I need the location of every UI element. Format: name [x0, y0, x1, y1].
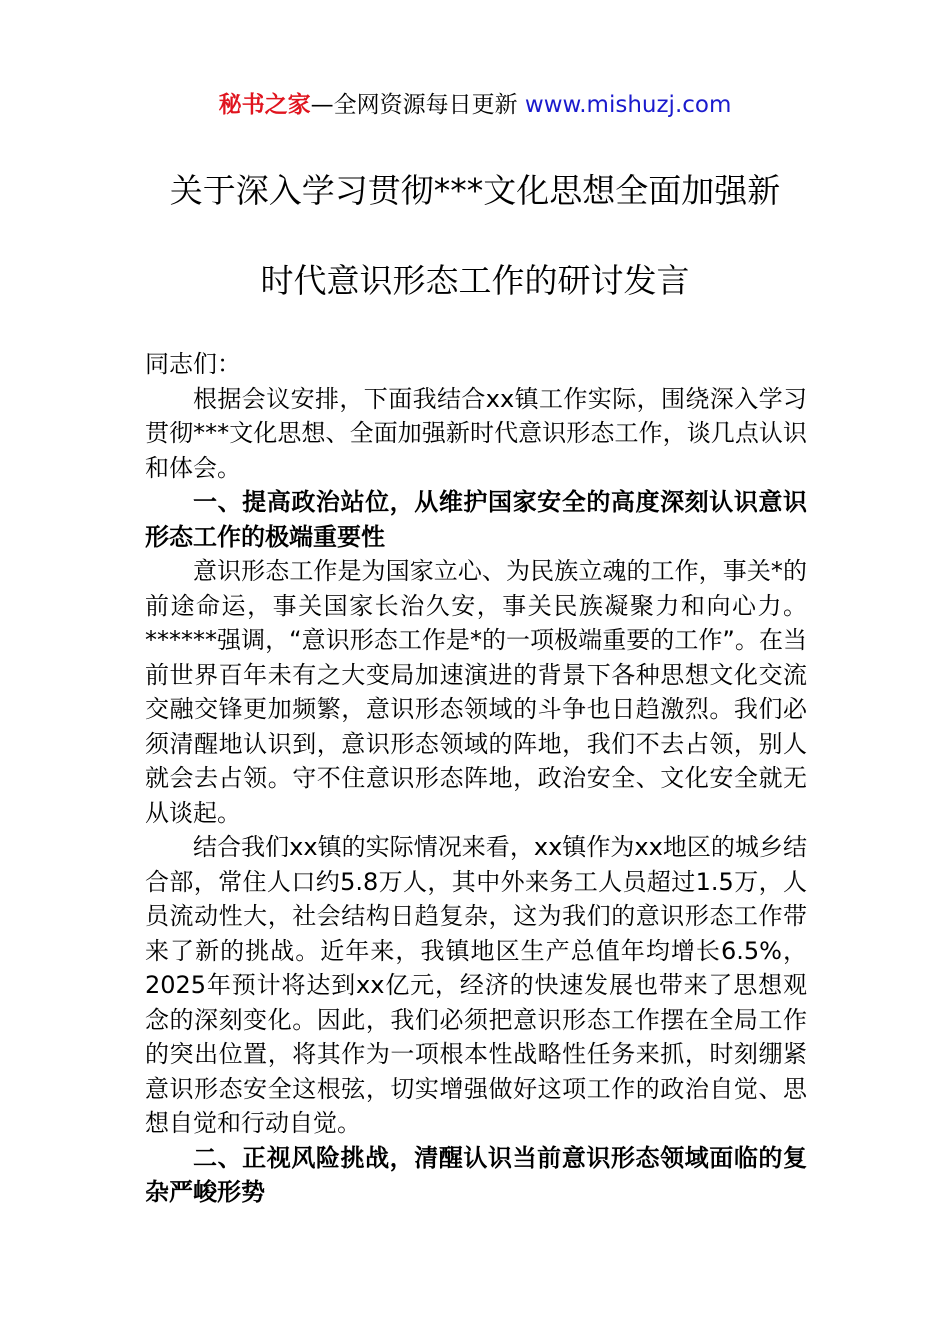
- intro-paragraph: 根据会议安排，下面我结合xx镇工作实际，围绕深入学习贯彻***文化思想、全面加强新时代意识形态工作，谈几点认识和体会。: [145, 384, 807, 482]
- site-header: [0, 88, 950, 122]
- document-title: [110, 166, 840, 306]
- site-name: 秘书之家: [218, 92, 311, 118]
- section-heading-2: 二、正视风险挑战，清醒认识当前意识形态领域面临的复杂严峻形势: [145, 1143, 807, 1206]
- title-line-1: 关于深入学习贯彻***文化思想全面加强新: [169, 171, 781, 210]
- section-heading-1: 一、提高政治站位，从维护国家安全的高度深刻认识意识形态工作的极端重要性: [145, 488, 807, 551]
- salutation: 同志们：: [145, 350, 241, 378]
- site-tagline: —全网资源每日更新: [310, 92, 518, 118]
- body-paragraph: 意识形态工作是为国家立心、为民族立魂的工作，事关*的前途命运，事关国家长治久安，事关民族凝聚力和向心力。******强调，“意识形态工作是*的一项极端重要的工作”。在当前世界百年未有之大变局加速演进的背景下各种思想文化交流交融交锋更加频繁，意识形态领域的斗争也日趋激烈。我们必须清醒地认识到，意识形态领域的阵地，我们不去占领，别人就会去占领。守不住意识形态阵地，政治安全、文化安全就无从谈起。: [145, 557, 807, 827]
- site-url-link[interactable]: www.mishuzj.com: [524, 92, 732, 118]
- title-line-2: 时代意识形态工作的研讨发言: [260, 261, 690, 300]
- body-paragraph: 结合我们xx镇的实际情况来看，xx镇作为xx地区的城乡结合部，常住人口约5.8万人，其中外来务工人员超过1.5万，人员流动性大，社会结构日趋复杂，这为我们的意识形态工作带来了新的挑战。近年来，我镇地区生产总值年均增长6.5%，2025年预计将达到xx亿元，经济的快速发展也带来了思想观念的深刻变化。因此，我们必须把意识形态工作摆在全局工作的突出位置，将其作为一项根本性战略性任务来抓，时刻绷紧意识形态安全这根弦，切实增强做好这项工作的政治自觉、思想自觉和行动自觉。: [145, 833, 807, 1137]
- document-body: [145, 347, 807, 1210]
